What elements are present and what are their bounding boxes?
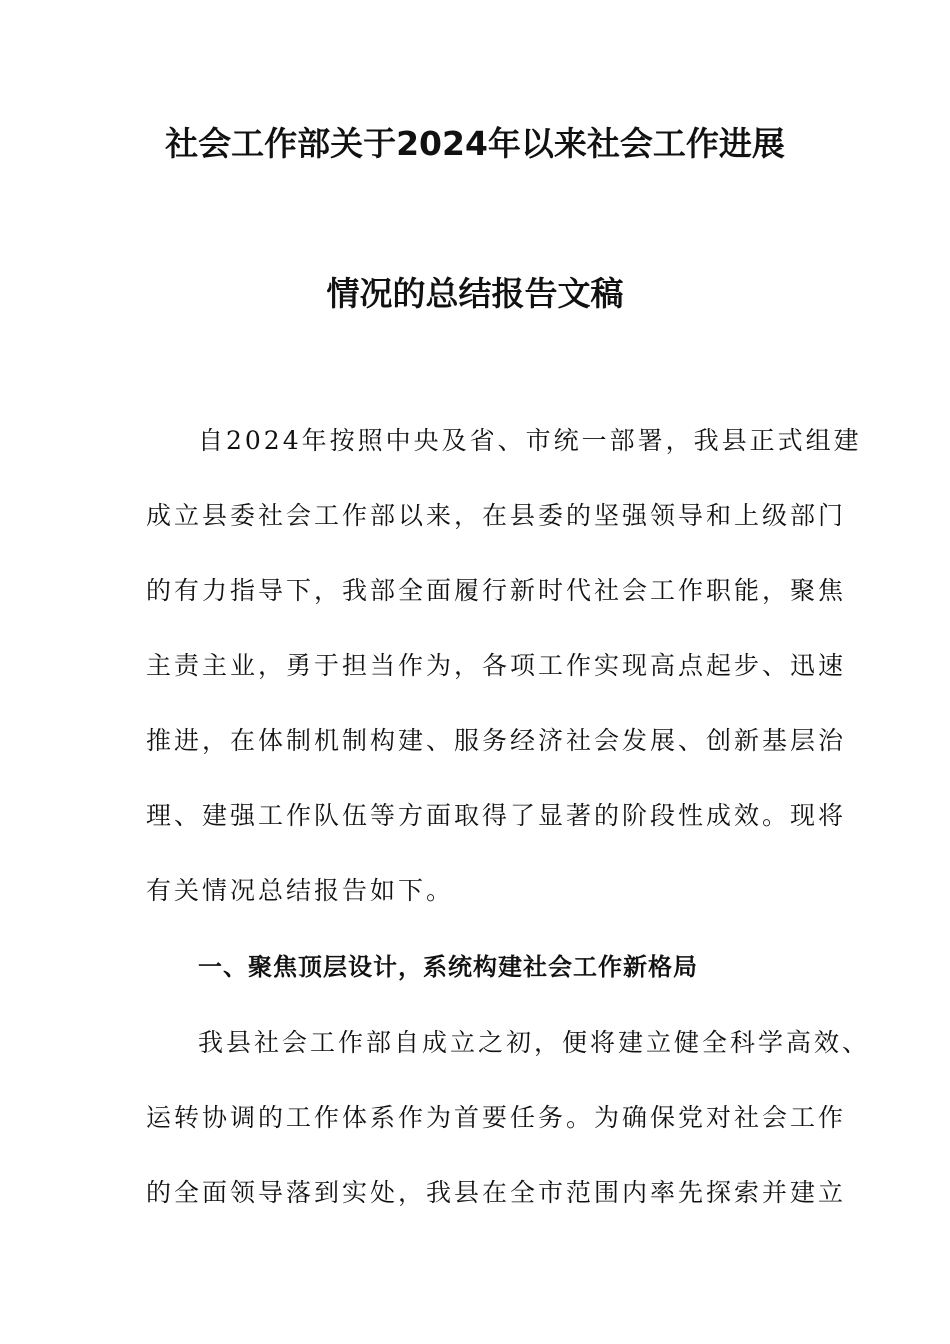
document-title-line-1: 社会工作部关于2024年以来社会工作进展 [165,124,785,163]
paragraph-1-line-6: 理、建强工作队伍等方面取得了显著的阶段性成效。现将 [146,801,847,830]
paragraph-1-line-1: 自2024年按照中央及省、市统一部署，我县正式组建 [198,426,862,455]
paragraph-1-line-2: 成立县委社会工作部以来，在县委的坚强领导和上级部门 [146,501,847,530]
paragraph-2-line-2: 运转协调的工作体系作为首要任务。为确保党对社会工作 [146,1103,847,1132]
paragraph-1-line-3: 的有力指导下，我部全面履行新时代社会工作职能，聚焦 [146,576,847,605]
section-1-heading: 一、聚焦顶层设计，系统构建社会工作新格局 [198,953,698,981]
paragraph-1-line-5: 推进，在体制机制构建、服务经济社会发展、创新基层治 [146,726,847,755]
paragraph-2-line-3: 的全面领导落到实处，我县在全市范围内率先探索并建立 [146,1178,847,1207]
paragraph-2-line-1: 我县社会工作部自成立之初，便将建立健全科学高效、 [198,1028,871,1057]
paragraph-1-line-7: 有关情况总结报告如下。 [146,876,455,905]
paragraph-1-line-4: 主责主业，勇于担当作为，各项工作实现高点起步、迅速 [146,651,847,680]
document-title-line-2: 情况的总结报告文稿 [326,274,624,313]
